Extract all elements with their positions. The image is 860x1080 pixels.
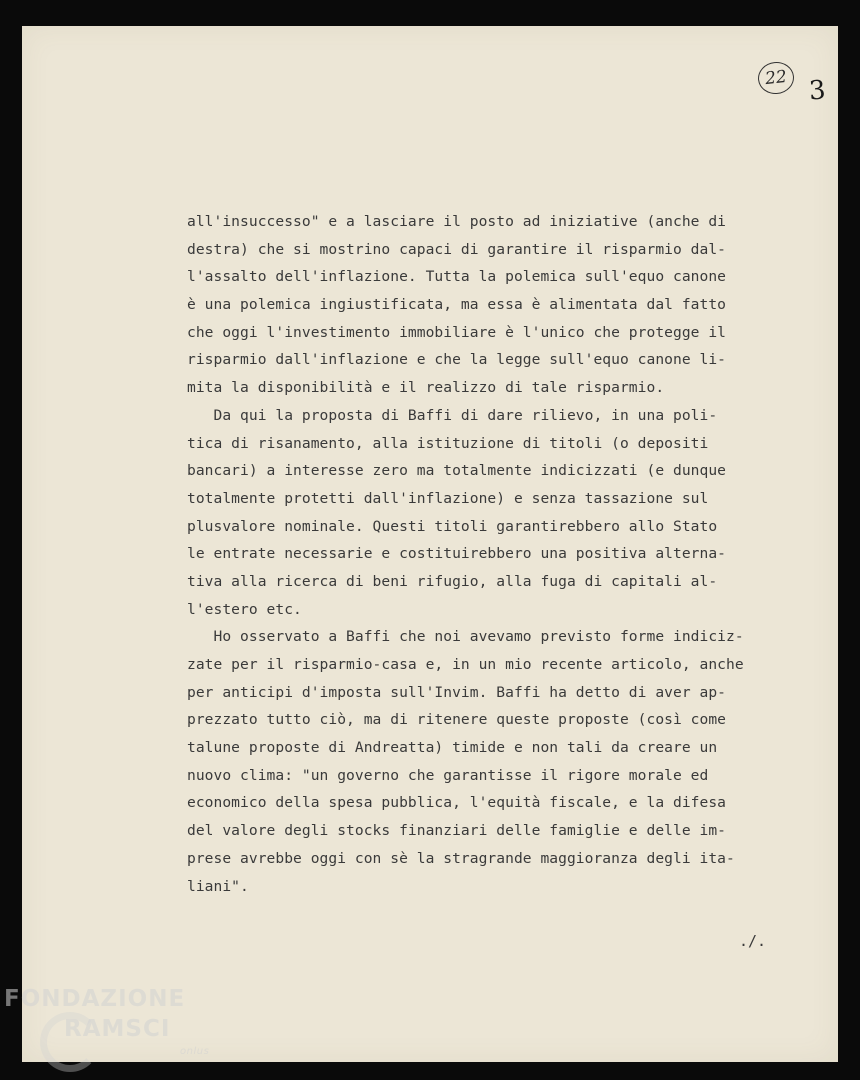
text-line: liani".	[187, 877, 249, 895]
text-line: all'insuccesso" e a lasciare il posto ad iniziative (anche di	[187, 213, 727, 230]
text-line: Ho osservato a Baffi che noi avevamo previsto forme indiciz-	[187, 628, 744, 646]
text-line: bancari) a interesse zero ma totalmente indicizzati (e dunque	[187, 462, 727, 480]
text-line: l'estero etc.	[187, 600, 302, 618]
text-line: tiva alla ricerca di beni rifugio, alla fuga di capitali al-	[187, 572, 718, 590]
archive-watermark	[4, 986, 224, 1080]
watermark-line2: RAMSCI	[64, 1016, 171, 1042]
text-line: l'assalto dell'inflazione. Tutta la polemica sull'equo canone	[187, 268, 727, 286]
text-line: per anticipi d'imposta sull'Invim. Baffi ha detto di aver ap-	[187, 683, 727, 701]
text-line: che oggi l'investimento immobiliare è l'unico che protegge il	[187, 323, 727, 341]
text-line: totalmente protetti dall'inflazione) e senza tassazione sul	[187, 489, 709, 507]
watermark-sub: onlus	[180, 1046, 210, 1057]
text-line: talune proposte di Andreatta) timide e non tali da creare un	[187, 739, 718, 757]
text-line: del valore degli stocks finanziari delle famiglie e delle im-	[187, 822, 727, 840]
text-line: è una polemica ingiustificata, ma essa è alimentata dal fatto	[187, 296, 727, 314]
text-line: mita la disponibilità e il realizzo di tale risparmio.	[187, 379, 665, 397]
text-line: zate per il risparmio-casa e, in un mio recente articolo, anche	[187, 656, 744, 673]
handwritten-page-number: 3	[807, 75, 827, 107]
watermark-line1: FONDAZIONE	[4, 986, 186, 1012]
continuation-mark: ./.	[739, 932, 767, 950]
text-line: le entrate necessarie e costituirebbero una positiva alterna-	[187, 545, 727, 563]
text-line: tica di risanamento, alla istituzione di titoli (o depositi	[187, 434, 709, 452]
text-line: destra) che si mostrino capaci di garantire il risparmio dal-	[187, 240, 727, 258]
text-line: nuovo clima: "un governo che garantisse il rigore morale ed	[187, 766, 709, 784]
typewritten-body	[187, 208, 807, 900]
text-line: risparmio dall'inflazione e che la legge sull'equo canone li-	[187, 351, 727, 369]
text-line: economico della spesa pubblica, l'equità fiscale, e la difesa	[187, 794, 727, 812]
circled-page-number: 22	[756, 60, 795, 96]
text-line: Da qui la proposta di Baffi di dare rilievo, in una poli-	[187, 406, 718, 424]
document-page	[22, 26, 838, 1062]
text-line: prezzato tutto ciò, ma di ritenere queste proposte (così come	[187, 711, 727, 729]
text-line: prese avrebbe oggi con sè la stragrande maggioranza degli ita-	[187, 849, 735, 867]
text-line: plusvalore nominale. Questi titoli garantirebbero allo Stato	[187, 517, 718, 535]
